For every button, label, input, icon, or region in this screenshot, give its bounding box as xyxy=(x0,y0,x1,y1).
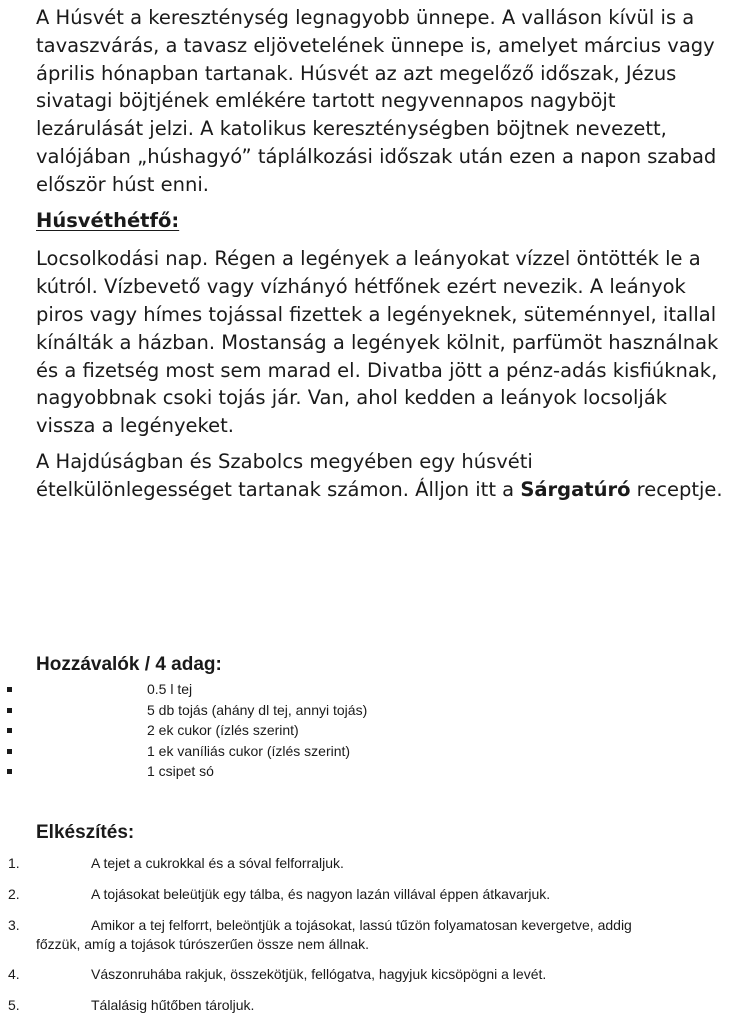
step-number: 4. xyxy=(8,966,20,982)
step-text: Tálalásig hűtőben tároljuk. xyxy=(91,997,255,1013)
recipe-intro-end: receptje. xyxy=(630,477,723,501)
step-text: Vászonruhába rakjuk, összekötjük, fellógatva, hagyjuk kicsöpögni a levét. xyxy=(91,966,547,982)
ingredient-item xyxy=(0,700,735,721)
recipe-intro-paragraph xyxy=(36,448,726,504)
section-heading: Húsvéthétfő: xyxy=(36,208,180,232)
ingredient-text: 2 ek cukor (ízlés szerint) xyxy=(147,722,299,739)
step-number: 3. xyxy=(8,917,20,933)
square-bullet-icon xyxy=(7,769,12,774)
custom-paragraph: Locsolkodási nap. Régen a legények a leányokat vízzel öntötték le a kútról. Vízbevető vagy vízhányó hétfőnek ezért nevezik. A leányok piros vagy hímes tojással fizettek a legényeknek, süteménnyel, itallal kínálták a házban. Mostanság a legények kölnit, parfümöt használnak és a fizetség most sem marad el. Divatba jött a pénz-adás kisfiúknak, nagyobbnak csoki tojás jár. Van, ahol kedden a leányok locsolják vissza a legényeket. xyxy=(36,247,719,438)
dish-name: Sárgatúró xyxy=(520,477,631,501)
recipe-intro-text: A Hajdúságban és Szabolcs megyében egy húsvéti ételkülönlegességet tartanak számon. Álljon itt a xyxy=(36,449,533,501)
ingredient-text: 0.5 l tej xyxy=(147,681,193,697)
step-number: 2. xyxy=(8,886,20,902)
ingredient-item xyxy=(0,679,735,700)
ingredients-list xyxy=(0,679,735,782)
step-text-continued: főzzük, amíg a tojások túrószerűen össze nem állnak. xyxy=(36,936,370,952)
step-text: A tojásokat beleütjük egy tálba, és nagyon lazán villával éppen átkavarjuk. xyxy=(91,886,551,902)
ingredient-text: 1 csipet só xyxy=(147,763,214,780)
square-bullet-icon xyxy=(7,749,12,754)
ingredient-text: 1 ek vaníliás cukor (ízlés szerint) xyxy=(147,742,351,759)
ingredient-item xyxy=(0,741,735,762)
ingredient-item xyxy=(0,720,735,741)
step-number: 1. xyxy=(8,855,20,871)
step-text: Amikor a tej felforrt, beleöntjük a tojásokat, lassú tűzön folyamatosan kevergetve, addig xyxy=(91,917,632,933)
step-text: A tejet a cukrokkal és a sóval felforraljuk. xyxy=(91,855,344,871)
square-bullet-icon xyxy=(7,708,12,713)
intro-paragraph: A Húsvét a kereszténység legnagyobb ünnepe. A valláson kívül is a tavaszvárás, a tavasz eljövetelének ünnepe is, amelyet március vagy április hónapban tartanak. Húsvét az azt megelőző időszak, Jézus sivatagi böjtjének emlékére tartott negyvennapos nagyböjt lezárulását jelzi. A katolikus kereszténységben böjtnek nevezett, valójában „húshagyó” táplálkozási időszak után ezen a napon szabad először húst enni. xyxy=(36,6,717,196)
ingredient-text: 5 db tojás (ahány dl tej, annyi tojás) xyxy=(147,701,368,718)
square-bullet-icon xyxy=(7,728,12,733)
ingredient-item xyxy=(0,761,735,782)
step-number: 5. xyxy=(8,997,20,1013)
square-bullet-icon xyxy=(7,687,12,692)
steps-title: Elkészítés: xyxy=(36,822,135,843)
ingredients-title: Hozzávalók / 4 adag: xyxy=(36,654,222,675)
article-body xyxy=(36,4,726,504)
